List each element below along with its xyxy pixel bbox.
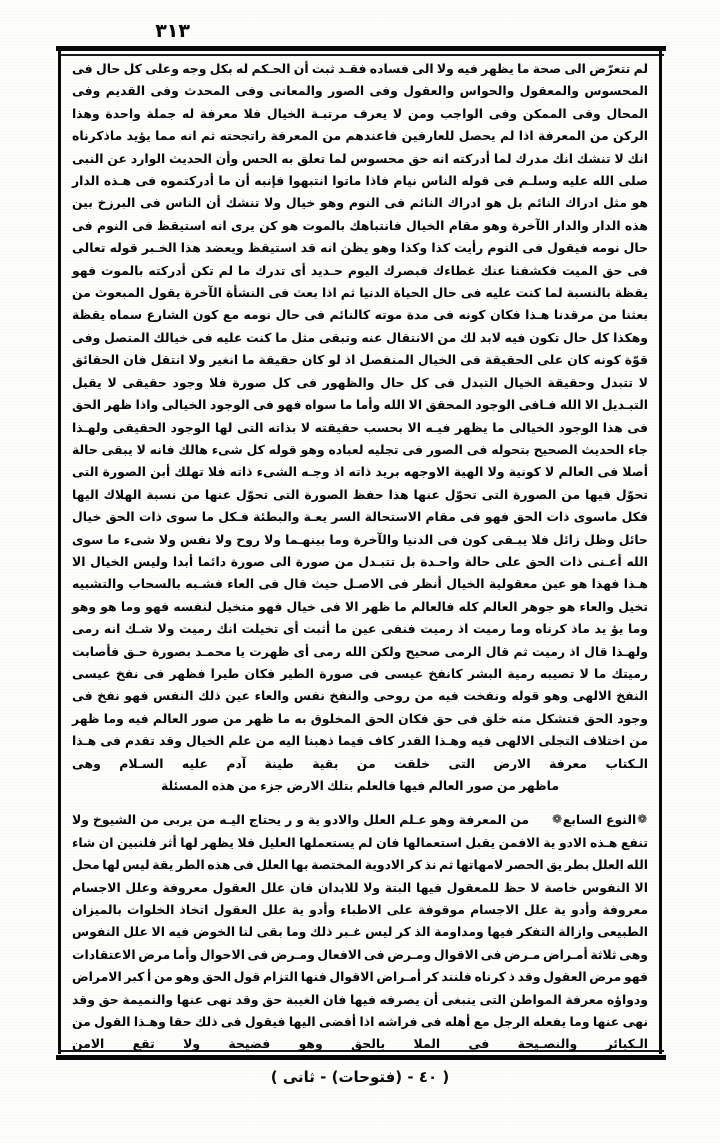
paragraph-main-closing-line [72, 775, 648, 797]
text-body [66, 58, 654, 1052]
paragraph-main-last-line: ماظهر من صور العالم فيها فالعلم بتلك الارض جزء من هذه المسئلة [160, 778, 560, 793]
paragraph-main-text: لم تتعرّض الى صحة ما يظهر فيه ولا الى فساده فقـد ثبت أن الحـكم له بكل وجه وعلى كل حال فى المحسوس والمعقول والحواس والعقول وفى الصور والمعانى وفى المحدث وفى القديم وفى المحال وفى الممكن وفى الواجب ومن لا يعرف مرتبـة الخيال فلا معرفة له جملة واحدة وهذا الركن من المعرفة اذا لم يحصل للعارفين فاعندهم من المعرفة راتجحته ثم انه مما يؤيد ماذكرناه انك لا تنشك انك مدرك لما أدركته انه حق محسوس لما تعلق به الحس وأن الحديث الوارد عن النبى صلى الله عليه وسلـم فى قوله الناس نيام فاذا ماتوا انتبهوا فإنبه أن ما أدركتموه فى هـذه الدار هو مثل ادراك النائم بل هو ادراك النائم فى النوم وهو خيال ولا تنشك أن الناس فى البرزخ بين هذه الدار والدار الآخرة وهو مقام الخيال فانتباهك بالموت هو كن يرى انه استيقظ فى النوم فى حال نومه فيقول فى النوم رأيت كذا وكذا وهو يظن انه قد استيقظ ويعضد هذا الخـبر قوله تعالى فى حق الميت فكشفنا عنك غطاءك فبصرك اليوم حـديد أى تدرك ما لم تكن أدركته بالموت فهو يقظة بالنسبة لما كنت عليه فى حال الحياة الدنيا ثم اذا بعث فى النشأة الآخرة يقول المبعوث من بعثنا من مرقدنا هـذا فكان كونه فى مدة موته كالنائم فى حال نومه مع كون الشارع سماه يقظة وهكذا كل حال تكون فيه لابد لك من الانتقال عنه وتبقى مثل ما كنت عليه فى خيالك المتصل وفى قوّة كونه كان على الحقيقة فى الخيال المنفصل اذ لو كان حقيقة ما انغير ولا انتقل فان الحقائق لا تتبدل وحقيقة الخيال التبدل فى كل حال والظهور فى كل صورة فلا وجود حقيقى لا يقبل التبـديل الا الله فـافى الوجود المحقق الا الله وأما ما سواه فهو فى الوجود الخيالى واذا ظهر الحق فى هذا الوجود الخيالى ما يظهر فيـه الا بحسب حقيقته لا بذاته التى لها الوجود الحقيقى ولهـذا جاء الحديث الصحيح بتحوله فى الصور فى تجليه لعباده وهو قوله كل شىء هالك فانه لا يبقى حالة أصلا فى العالم لا كونية ولا الهية الاوجهه بريد ذاته اذ وجـه الشىء ذاته فلا تهلك أبن الصورة التى تحوّل فيها من الصورة التى تحوّل عنها هذا حفظ الصورة التى تحوّل عنها من نسبة الهلاك اليها فكل ماسوى ذات الحق فهو فى مقام الاستحالة السر يعـة والبطئة فـكل ما سوى ذات الحق خيال حائل وظل زائل فلا يبـقى كون فى الدنيا والآخرة وما بينهـما ولا روح ولا نفس ولا شىء ما سوى الله أعـنى ذات الحق على حالة واحـدة بل تتبـدل من صورة الى صورة دائما أبدا وليس الخيال الا هـذا فهذا هو عين معقولية الخيال أنظر فى الاصـل حيث قال فى العاء فشـبه بالسحاب والتشبيه تخيل والعاء هو جوهر العالم كله فالعالم ما ظهر الا فى خيال فهو متخيل لنفسه فهو وما هو وهو وما يؤ يد ماذ كرناه وما رميت اذ رميت فنفى عين ما أثبت أى تخيلت انك رميت ولا شـك انه رمى ولهـذا قال اذ رميت ثم قال الرمى صحيح ولكن الله رمى أى ظهرت يا محمـد بصورة حـق فأصابت رميتك ما لا تصيبه رمية البشر كانفخ عيسى فى صورة الطير فكان طيرا فظهر فى نفخ عيسى النفخ الالهى وهو قوله ونفخت فيه من روحى والنفخ نفس والعاء عين ذلك النفس فهو نفخ فى وجود الحق فتشكل منه خلق فى حق فكان الحق المخلوق به ما ظهر من صور العالم فيه وما ظهر من اختلاف التجلى الالهى فيه وهـذا القدر كاف فيما ذهبنا اليه من علم الخيال وقد تقدم فى هـذا الـكتاب معرفة الارض التى خلقت من بقية طينة آدم عليه السـلام وهى [72, 61, 648, 771]
floret-ornament-right: ❁ [637, 812, 648, 827]
floret-ornament-left: ❁ [552, 812, 562, 827]
paragraph-section-seven [72, 809, 648, 1055]
folio-row [0, 18, 720, 48]
section-heading-title: النوع السابع [562, 812, 637, 828]
printer-signature: ( ٤٠ - (فتوحات) - ثانى ) [270, 1068, 450, 1086]
section-seven-body: الافمن يقبل استعمالها فان لم يستعملها العليل فلا يظهر لها أثر فلنبين ان شاء الله العلل بطر يق الحصر لامهاتها ثم نذ كر الادوية المختصة بها العلل فى هذه الطر يقة ليس لها محل الا النفوس خاصة لا حظ للمعقول فيها البتة ولا للابدان فان علل العقول معروفة وعلل الاجسام معروفة وأدو ية علل الاجسام موقوفة على الاطباء وأدو ية علل العقول اتخاذ الخلوات بالميزان الطبيعى وازالة التفكر فيها ومداومة الذ كر ليس غـبر ذلك وما بقى لنا الخوض فيه الا علل النفوس وهى ثلاثة أمـراض مـرض فى الاقوال ومـرض فى الافعال ومـرض فى الاحوال وأما مرض الاعتقادات فهو مرض العقول وقد ذ كرناه فلنند كر أمـراض الاقوال فنها التزام قول الحق وهو من أ كبر الامراض ودواؤه معرفة المواطن التى ينبغى أن يصرفه فيها فان الغيبة حق وقد نهى عنها والنميمة حق وقد نهى عنها وما يفعله الرجل مع أهله فى فراشه اذا أفضى اليها فيقول فى ذلك حقا وهـذا القول من الـكبائر والنصـيحة فى الملا بالحق وهو فضيحة ولا تقع الامن [72, 834, 648, 1052]
section-seven-opening-line: من المعرفة وهو عـلم العلل والادو ية و ر يحتاج اليـه من يربى من الشيوخ ولا تنفع هـذه الادو ية [72, 812, 648, 850]
page-number: ٣١٣ [155, 20, 190, 42]
paragraph-main [72, 58, 648, 775]
paragraph-separator [72, 797, 648, 809]
section-heading [547, 812, 648, 827]
